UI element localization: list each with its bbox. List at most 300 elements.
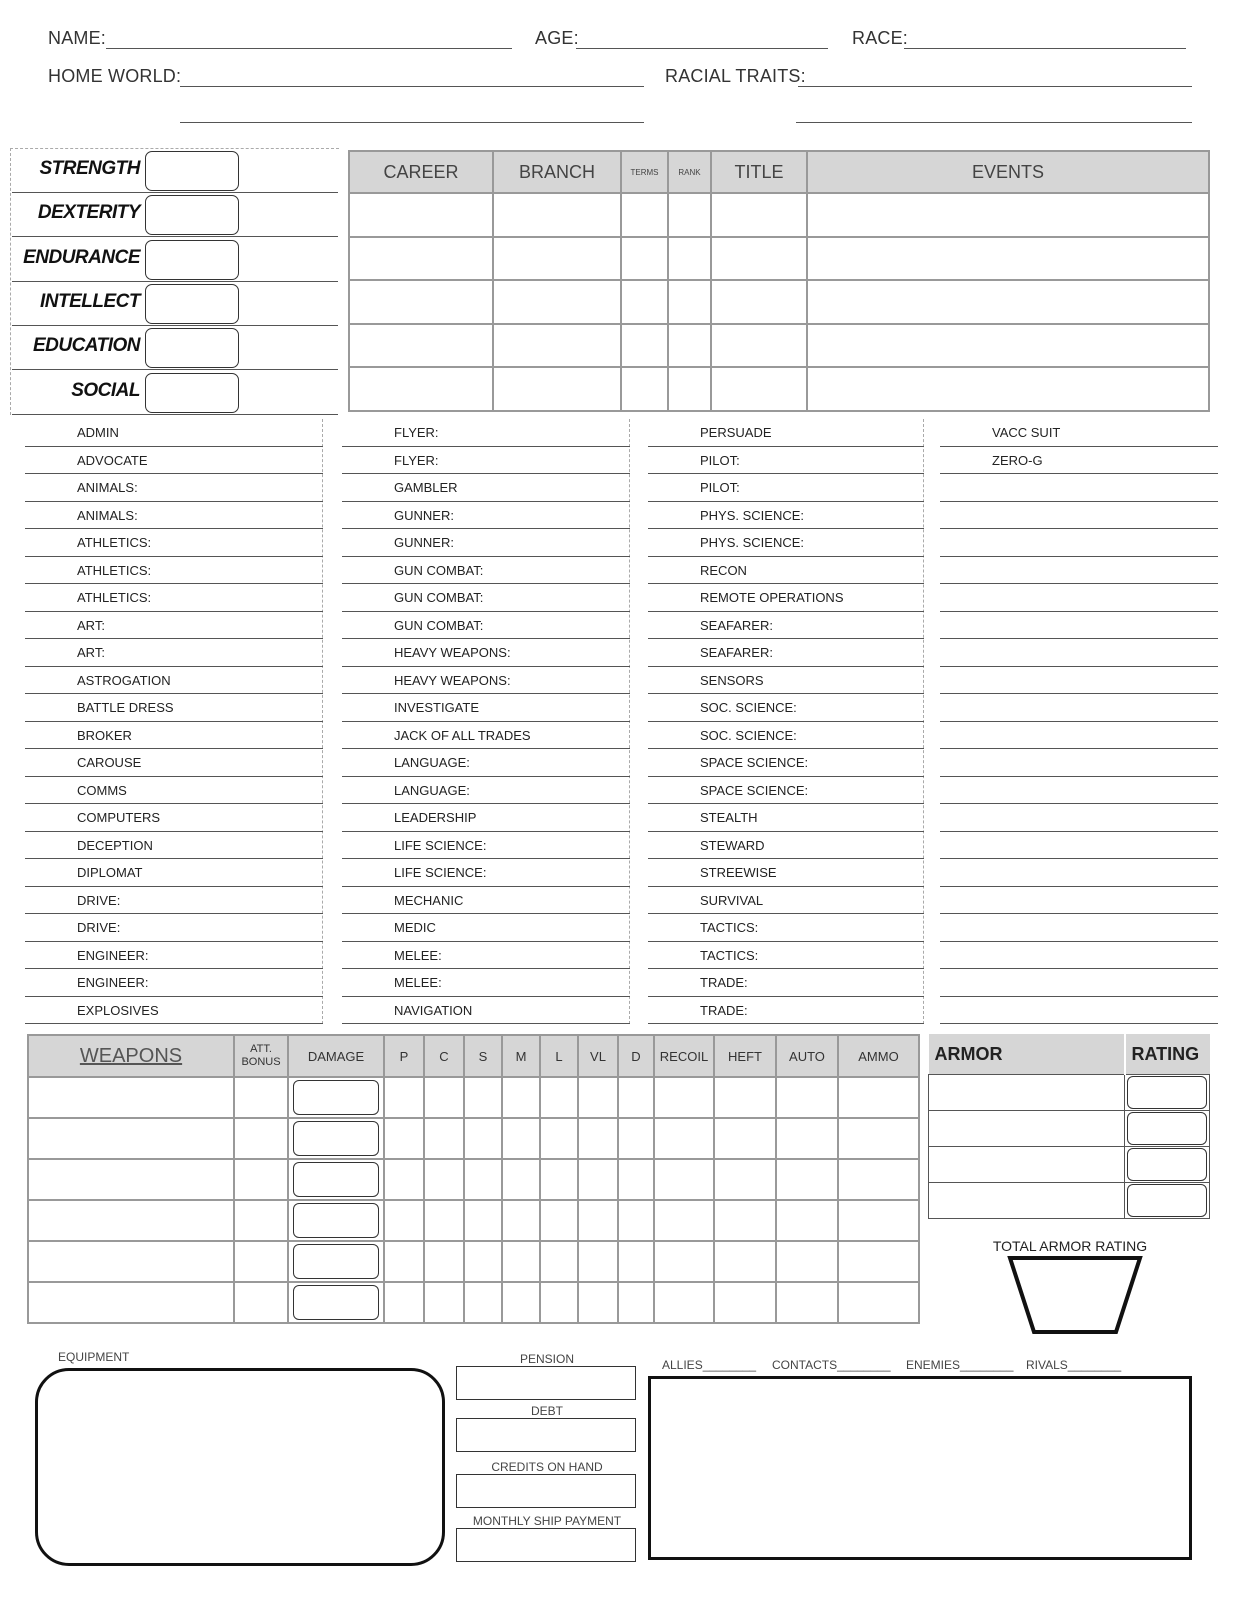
range-s-header: S [464,1035,502,1077]
damage-box[interactable] [293,1244,379,1279]
skill-row[interactable] [648,914,924,942]
skill-row[interactable] [342,584,630,612]
weapon-cell[interactable] [424,1118,464,1159]
auto-header: AUTO [776,1035,838,1077]
skill-row[interactable] [648,832,924,860]
ship-payment-label: MONTHLY SHIP PAYMENT [472,1514,622,1528]
weapon-cell[interactable] [618,1159,654,1200]
attribute-score-box[interactable] [145,195,239,235]
skill-name: SEAFARER: [700,617,773,633]
skill-name: ANIMALS: [77,507,138,523]
weapon-cell[interactable] [28,1200,234,1241]
skill-name: GUN COMBAT: [394,590,484,605]
weapon-cell[interactable] [714,1118,776,1159]
career-cell[interactable] [711,324,807,368]
skill-row[interactable] [648,557,924,585]
skill-row[interactable] [648,694,924,722]
skill-row[interactable] [940,777,1218,805]
career-cell[interactable] [621,280,668,324]
weapon-cell[interactable] [578,1282,618,1323]
skill-name: NAVIGATION [394,1002,473,1018]
name-field[interactable] [106,48,512,49]
skill-row[interactable] [25,502,323,530]
weapon-cell[interactable] [28,1159,234,1200]
weapon-cell[interactable] [654,1200,714,1241]
skill-row[interactable] [648,969,924,997]
racial-traits-field[interactable] [798,86,1192,87]
attribute-name: STRENGTH [39,158,140,179]
skill-row[interactable] [25,997,323,1025]
skill-row[interactable] [940,419,1218,447]
skill-name: TACTICS: [700,947,759,963]
weapon-cell[interactable] [838,1241,919,1282]
attribute-name: ENDURANCE [23,246,140,268]
skill-row[interactable] [940,969,1218,997]
skill-row[interactable] [342,474,630,502]
skill-row[interactable] [342,557,630,585]
attribute-score-box[interactable] [145,151,239,191]
weapon-cell[interactable] [28,1077,234,1118]
weapon-cell[interactable] [234,1077,288,1118]
weapon-cell[interactable] [384,1200,424,1241]
skill-row[interactable] [342,804,630,832]
career-header: CAREER [349,151,493,193]
weapon-cell[interactable] [654,1118,714,1159]
weapon-cell[interactable] [234,1118,288,1159]
weapon-cell[interactable] [28,1118,234,1159]
name-label: NAME: [48,28,107,48]
skill-name: STEALTH [700,810,758,825]
attribute-score-box[interactable] [145,240,239,280]
skill-row[interactable] [648,529,924,557]
weapon-cell[interactable] [234,1241,288,1282]
weapon-cell[interactable] [838,1159,919,1200]
career-cell[interactable] [621,324,668,368]
armor-name-cell[interactable] [929,1147,1125,1183]
career-cell[interactable] [711,237,807,281]
range-m-header: M [502,1035,540,1077]
skills-column-1 [25,419,323,1024]
skill-row[interactable] [940,584,1218,612]
skill-row[interactable] [25,749,323,777]
skill-row[interactable] [342,914,630,942]
weapon-cell[interactable] [714,1241,776,1282]
skill-row[interactable] [342,667,630,695]
skill-name: PHYS. SCIENCE: [700,535,805,550]
skill-row[interactable] [25,529,323,557]
skill-row[interactable] [342,612,630,640]
armor-name-cell[interactable] [929,1075,1125,1111]
career-row [349,324,1209,368]
skill-name: LEADERSHIP [394,810,477,825]
damage-header: DAMAGE [288,1035,384,1077]
weapon-cell[interactable] [384,1118,424,1159]
weapon-cell[interactable] [540,1159,578,1200]
skill-row[interactable] [940,667,1218,695]
enemies-label: ENEMIES________ [906,1358,1014,1372]
skill-row[interactable] [648,447,924,475]
career-cell[interactable] [711,280,807,324]
skill-name: COMPUTERS [77,810,161,825]
skill-row[interactable] [648,777,924,805]
weapon-cell[interactable] [424,1077,464,1118]
weapon-cell[interactable] [502,1159,540,1200]
career-cell[interactable] [349,280,493,324]
skill-row[interactable] [940,804,1218,832]
attribute-score-box[interactable] [145,284,239,324]
skill-row[interactable] [940,749,1218,777]
skill-name: ENGINEER: [77,947,149,963]
skill-row[interactable] [25,557,323,585]
weapon-cell[interactable] [384,1241,424,1282]
weapon-cell[interactable] [540,1200,578,1241]
attribute-name: SOCIAL [71,379,140,401]
career-cell[interactable] [668,367,711,411]
weapon-cell[interactable] [384,1077,424,1118]
weapon-cell[interactable] [618,1200,654,1241]
weapon-cell[interactable] [654,1159,714,1200]
career-cell[interactable] [807,193,1209,237]
ship-payment-field[interactable] [456,1528,636,1562]
skill-row[interactable] [25,667,323,695]
weapon-cell[interactable] [540,1282,578,1323]
weapon-cell[interactable] [424,1200,464,1241]
career-cell[interactable] [807,324,1209,368]
skill-name: GUN COMBAT: [394,617,484,633]
career-cell[interactable] [711,367,807,411]
skill-row[interactable] [25,804,323,832]
skill-name: BATTLE DRESS [77,700,174,715]
attribute-score-box[interactable] [145,328,239,368]
weapon-cell[interactable] [838,1118,919,1159]
skill-row[interactable] [648,942,924,970]
skill-row[interactable] [342,529,630,557]
weapon-cell[interactable] [578,1077,618,1118]
race-field[interactable] [904,48,1186,49]
skill-row[interactable] [648,502,924,530]
skill-name: ATHLETICS: [77,535,152,550]
skill-name: RECON [700,562,747,578]
armor-rating-box[interactable] [1127,1148,1207,1181]
skill-row[interactable] [342,777,630,805]
weapon-cell[interactable] [234,1200,288,1241]
damage-cell[interactable] [288,1200,384,1241]
range-vl-header: VL [578,1035,618,1077]
skill-name: HEAVY WEAPONS: [394,645,511,660]
terms-header: TERMS [621,151,668,193]
racial-traits-field-line2[interactable] [796,122,1192,123]
skill-row[interactable] [648,584,924,612]
skill-row[interactable] [25,584,323,612]
skill-name: ATHLETICS: [77,562,152,578]
skill-name: GUNNER: [394,535,454,550]
weapon-cell[interactable] [502,1241,540,1282]
weapon-cell[interactable] [618,1282,654,1323]
skill-row[interactable] [25,612,323,640]
career-cell[interactable] [349,324,493,368]
total-armor-label: TOTAL ARMOR RATING [992,1238,1148,1254]
armor-name-cell[interactable] [929,1111,1125,1147]
skill-row[interactable] [342,859,630,887]
weapon-cell[interactable] [838,1077,919,1118]
attribute-row [12,370,338,415]
armor-row [929,1111,1210,1147]
weapon-cell[interactable] [502,1282,540,1323]
weapon-cell[interactable] [234,1282,288,1323]
weapon-cell[interactable] [654,1077,714,1118]
armor-rating-box[interactable] [1127,1184,1207,1217]
weapon-cell[interactable] [776,1118,838,1159]
weapon-cell[interactable] [654,1241,714,1282]
skill-name: COMMS [77,782,127,798]
career-cell[interactable] [668,324,711,368]
skill-name: LANGUAGE: [394,782,470,798]
weapon-cell[interactable] [776,1282,838,1323]
relations-box[interactable] [648,1376,1192,1560]
skill-row[interactable] [25,859,323,887]
armor-rating-box[interactable] [1127,1076,1207,1109]
skill-row[interactable] [648,667,924,695]
pension-label: PENSION [519,1352,574,1366]
weapon-cell[interactable] [540,1118,578,1159]
skill-row[interactable] [648,612,924,640]
home-world-field-line2[interactable] [180,122,644,123]
skill-row[interactable] [25,639,323,667]
career-cell[interactable] [349,193,493,237]
weapon-cell[interactable] [234,1159,288,1200]
damage-box[interactable] [293,1121,379,1156]
armor-rating-cell[interactable] [1125,1075,1210,1111]
skill-name: ADMIN [77,425,119,440]
weapon-cell[interactable] [578,1241,618,1282]
skill-name: MELEE: [394,947,442,963]
equipment-label: EQUIPMENT [58,1350,130,1364]
contacts-label: CONTACTS________ [772,1358,891,1372]
skill-row[interactable] [940,914,1218,942]
weapon-cell[interactable] [424,1241,464,1282]
skill-name: MECHANIC [394,892,464,908]
skill-row[interactable] [342,969,630,997]
weapon-cell[interactable] [776,1241,838,1282]
skill-row[interactable] [940,639,1218,667]
armor-rating-cell[interactable] [1125,1147,1210,1183]
skill-row[interactable] [648,474,924,502]
attribute-score-box[interactable] [145,373,239,413]
skill-row[interactable] [25,777,323,805]
career-cell[interactable] [621,237,668,281]
career-cell[interactable] [349,367,493,411]
damage-box[interactable] [293,1162,379,1197]
weapon-cell[interactable] [618,1077,654,1118]
career-cell[interactable] [493,280,621,324]
weapon-cell[interactable] [502,1077,540,1118]
skill-row[interactable] [342,639,630,667]
damage-cell[interactable] [288,1282,384,1323]
career-cell[interactable] [711,193,807,237]
skill-name: SENSORS [700,672,764,688]
career-cell[interactable] [668,280,711,324]
weapon-cell[interactable] [714,1200,776,1241]
armor-rating-cell[interactable] [1125,1183,1210,1219]
attribute-name: EDUCATION [32,335,140,357]
weapon-cell[interactable] [464,1241,502,1282]
weapon-cell[interactable] [384,1282,424,1323]
armor-rating-box[interactable] [1127,1112,1207,1145]
skill-row[interactable] [940,502,1218,530]
skill-row[interactable] [342,722,630,750]
weapon-cell[interactable] [714,1077,776,1118]
home-world-field[interactable] [180,86,644,87]
career-cell[interactable] [807,280,1209,324]
weapon-cell[interactable] [714,1282,776,1323]
skill-row[interactable] [25,474,323,502]
weapon-cell[interactable] [540,1241,578,1282]
skill-name: DIPLOMAT [77,865,143,880]
skill-row[interactable] [25,722,323,750]
skill-row[interactable] [940,694,1218,722]
skill-row[interactable] [342,997,630,1025]
skill-row[interactable] [342,694,630,722]
damage-cell[interactable] [288,1159,384,1200]
skill-row[interactable] [25,969,323,997]
skill-row[interactable] [25,832,323,860]
weapon-cell[interactable] [384,1159,424,1200]
skill-name: FLYER: [394,452,439,468]
weapon-cell[interactable] [28,1241,234,1282]
skill-row[interactable] [342,942,630,970]
career-cell[interactable] [493,367,621,411]
skill-row[interactable] [940,557,1218,585]
weapon-cell[interactable] [424,1282,464,1323]
damage-box[interactable] [293,1080,379,1115]
weapon-row [28,1077,919,1118]
skill-row[interactable] [940,887,1218,915]
career-row [349,193,1209,237]
weapon-cell[interactable] [464,1077,502,1118]
skill-row[interactable] [940,859,1218,887]
skill-row[interactable] [940,997,1218,1025]
skill-row[interactable] [25,942,323,970]
skill-row[interactable] [25,447,323,475]
weapon-cell[interactable] [464,1200,502,1241]
weapon-cell[interactable] [776,1077,838,1118]
skill-row[interactable] [25,694,323,722]
damage-cell[interactable] [288,1118,384,1159]
weapon-cell[interactable] [776,1200,838,1241]
skill-row[interactable] [648,419,924,447]
career-cell[interactable] [349,237,493,281]
weapon-cell[interactable] [502,1200,540,1241]
weapon-cell[interactable] [578,1118,618,1159]
pension-field[interactable] [456,1366,636,1400]
weapon-cell[interactable] [464,1159,502,1200]
age-field[interactable] [576,48,828,49]
equipment-box[interactable] [35,1368,445,1566]
weapon-cell[interactable] [578,1200,618,1241]
skill-row[interactable] [342,419,630,447]
weapon-cell[interactable] [838,1282,919,1323]
damage-cell[interactable] [288,1077,384,1118]
weapon-cell[interactable] [424,1159,464,1200]
skill-name: TACTICS: [700,920,759,935]
weapon-cell[interactable] [776,1159,838,1200]
career-cell[interactable] [668,237,711,281]
weapon-cell[interactable] [502,1118,540,1159]
skill-row[interactable] [940,942,1218,970]
career-cell[interactable] [668,193,711,237]
weapon-cell[interactable] [838,1200,919,1241]
damage-cell[interactable] [288,1241,384,1282]
skill-row[interactable] [648,887,924,915]
skill-row[interactable] [648,859,924,887]
career-cell[interactable] [493,193,621,237]
skill-row[interactable] [342,749,630,777]
skill-row[interactable] [940,529,1218,557]
skill-row[interactable] [648,722,924,750]
skill-row[interactable] [648,749,924,777]
skill-row[interactable] [648,639,924,667]
skill-row[interactable] [25,419,323,447]
skill-row[interactable] [25,914,323,942]
skill-name: PILOT: [700,452,740,468]
skill-row[interactable] [342,502,630,530]
skill-name: SOC. SCIENCE: [700,727,797,743]
weapon-cell[interactable] [464,1118,502,1159]
skill-row[interactable] [940,447,1218,475]
att-bonus-line2: BONUS [241,1056,281,1068]
weapon-cell[interactable] [540,1077,578,1118]
skill-row[interactable] [940,722,1218,750]
career-cell[interactable] [807,237,1209,281]
weapon-row [28,1118,919,1159]
total-armor-shape[interactable] [1006,1256,1144,1336]
weapon-cell[interactable] [28,1282,234,1323]
credits-field[interactable] [456,1474,636,1508]
skill-row[interactable] [342,447,630,475]
damage-box[interactable] [293,1203,379,1238]
skill-name: ZERO-G [992,452,1043,468]
career-cell[interactable] [807,367,1209,411]
skill-row[interactable] [648,997,924,1025]
skill-row[interactable] [25,887,323,915]
weapon-cell[interactable] [618,1118,654,1159]
career-cell[interactable] [493,237,621,281]
skill-row[interactable] [940,474,1218,502]
skill-row[interactable] [940,832,1218,860]
weapon-cell[interactable] [714,1159,776,1200]
career-cell[interactable] [621,193,668,237]
skill-name: HEAVY WEAPONS: [394,672,511,688]
weapon-cell[interactable] [464,1282,502,1323]
weapon-cell[interactable] [618,1241,654,1282]
skill-row[interactable] [648,804,924,832]
damage-box[interactable] [293,1285,379,1320]
skill-row[interactable] [342,887,630,915]
debt-field[interactable] [456,1418,636,1452]
weapon-cell[interactable] [654,1282,714,1323]
armor-rating-cell[interactable] [1125,1111,1210,1147]
rating-header: RATING [1125,1034,1210,1075]
skill-row[interactable] [342,832,630,860]
skill-row[interactable] [940,612,1218,640]
range-l-header: L [540,1035,578,1077]
armor-header: ARMOR [929,1034,1125,1075]
career-cell[interactable] [493,324,621,368]
skill-name: SPACE SCIENCE: [700,782,809,798]
career-cell[interactable] [621,367,668,411]
armor-name-cell[interactable] [929,1183,1125,1219]
weapon-cell[interactable] [578,1159,618,1200]
